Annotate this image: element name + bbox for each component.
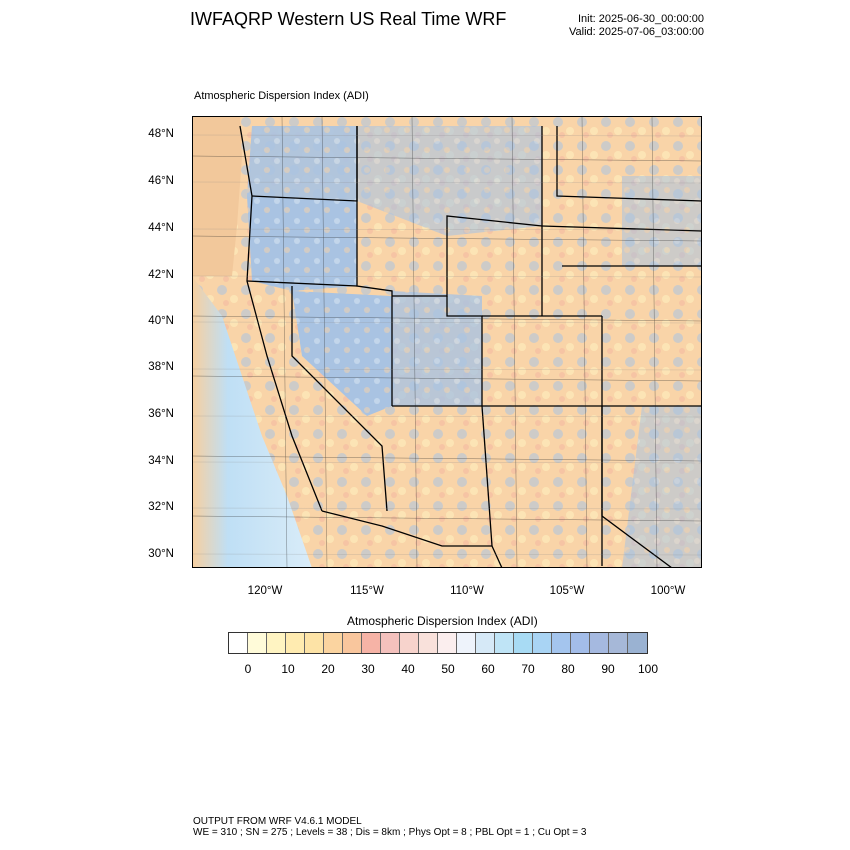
colorbar: [228, 632, 648, 654]
colorbar-box: [609, 633, 628, 653]
colorbar-box: [476, 633, 495, 653]
init-valid-info: [569, 13, 704, 39]
colorbar-box: [305, 633, 324, 653]
colorbar-box: [457, 633, 476, 653]
lat-label-36: 36°N: [148, 408, 174, 420]
utah-high-adi: [392, 291, 482, 406]
lon-label-105: 105°W: [549, 585, 585, 597]
colorbar-box: [419, 633, 438, 653]
colorbar-box: [495, 633, 514, 653]
lat-label-32: 32°N: [148, 501, 174, 513]
colorbar-box: [400, 633, 419, 653]
lat-label-42: 42°N: [148, 269, 174, 281]
colorbar-label: 100: [637, 662, 659, 676]
colorbar-label: 60: [481, 662, 495, 676]
plot-title: IWFAQRP Western US Real Time WRF: [190, 9, 507, 29]
colorbar-box: [571, 633, 590, 653]
colorbar-box: [286, 633, 305, 653]
colorbar-box: [267, 633, 286, 653]
lon-label-120: 120°W: [247, 585, 283, 597]
colorbar-box: [514, 633, 533, 653]
colorbar-label: 70: [521, 662, 535, 676]
colorbar-label: 0: [244, 662, 252, 676]
init-time: Init: 2025-06-30_00:00:00: [578, 13, 704, 25]
colorbar-box: [343, 633, 362, 653]
oregon-high-adi: [247, 196, 357, 291]
lat-label-40: 40°N: [148, 315, 174, 327]
colorbar-title: Atmospheric Dispersion Index (ADI): [347, 614, 538, 628]
colorbar-label: 30: [361, 662, 375, 676]
colorbar-label: 80: [561, 662, 575, 676]
colorbar-label: 10: [281, 662, 295, 676]
lon-label-115: 115°W: [350, 585, 384, 597]
colorbar-box: [590, 633, 609, 653]
lat-label-48: 48°N: [148, 128, 174, 140]
lat-label-46: 46°N: [148, 175, 174, 187]
lat-label-38: 38°N: [148, 361, 174, 373]
washington-high-adi: [247, 126, 357, 201]
map-canvas: [192, 116, 702, 568]
colorbar-box: [628, 633, 647, 653]
colorbar-box: [438, 633, 457, 653]
colorbar-box: [381, 633, 400, 653]
dakotas-adi: [622, 176, 702, 266]
footer-model-line: OUTPUT FROM WRF V4.6.1 MODEL: [193, 816, 362, 827]
lat-label-30: 30°N: [148, 548, 174, 560]
colorbar-box: [229, 633, 248, 653]
colorbar-box: [552, 633, 571, 653]
colorbar-label: 20: [321, 662, 335, 676]
footer-params-line: WE = 310 ; SN = 275 ; Levels = 38 ; Dis = 8km ; Phys Opt = 8 ; PBL Opt = 1 ; Cu Opt = 3: [193, 827, 587, 838]
valid-time: Valid: 2025-07-06_03:00:00: [569, 26, 704, 38]
colorbar-label: 90: [601, 662, 615, 676]
model-footer: [193, 816, 586, 838]
colorbar-box: [248, 633, 267, 653]
colorbar-label: 40: [401, 662, 415, 676]
lon-label-110: 110°W: [450, 585, 484, 597]
colorbar-box: [324, 633, 343, 653]
colorbar-box: [362, 633, 381, 653]
field-title: Atmospheric Dispersion Index (ADI): [194, 90, 369, 102]
adi-map: [192, 116, 702, 568]
lon-label-100: 100°W: [650, 585, 686, 597]
lat-label-34: 34°N: [148, 455, 174, 467]
colorbar-box: [533, 633, 552, 653]
colorbar-label: 50: [441, 662, 455, 676]
lat-label-44: 44°N: [148, 222, 174, 234]
